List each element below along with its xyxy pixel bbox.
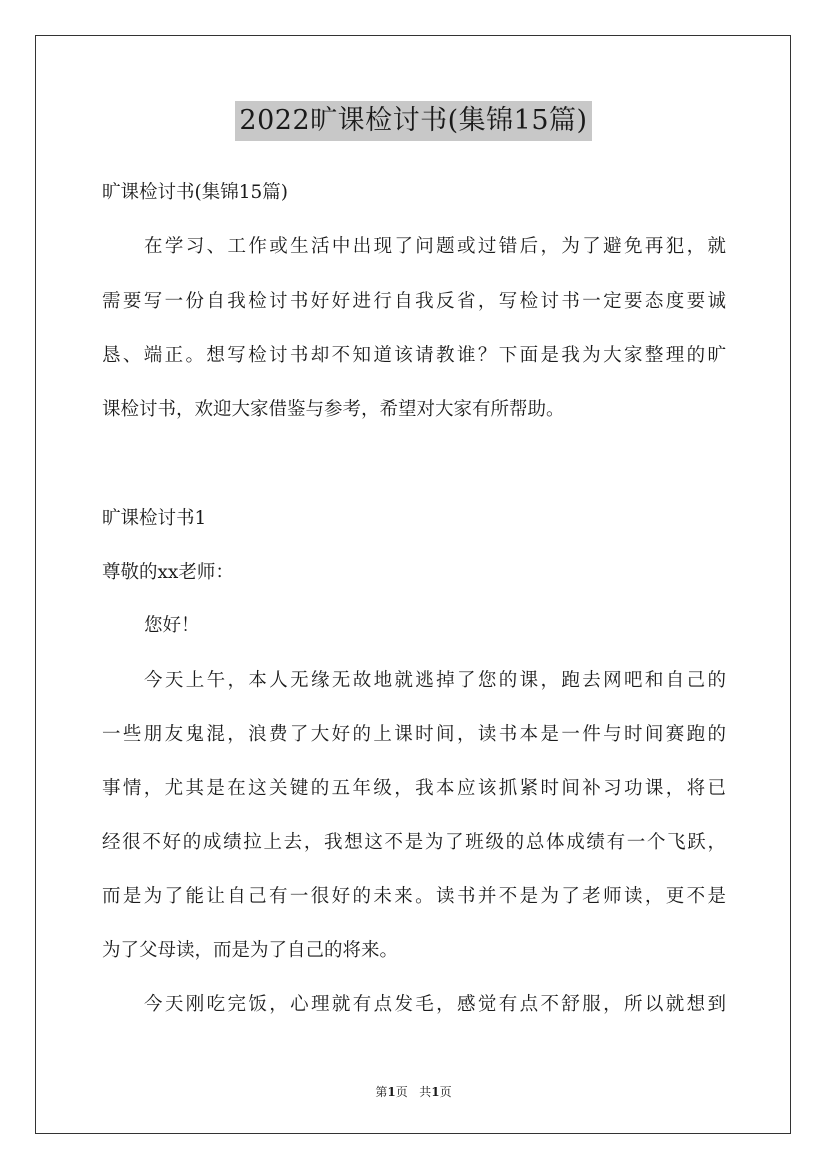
paragraph1-line-3: 事情，尤其是在这关键的五年级，我本应该抓紧时间补习功课，将已: [102, 778, 726, 799]
paragraph1-line-5: 而是为了能让自己有一很好的未来。读书并不是为了老师读，更不是: [102, 886, 726, 907]
page-number: 1: [387, 1085, 396, 1099]
paragraph1-line-4: 经很不好的成绩拉上去，我想这不是为了班级的总体成绩有一个飞跃，: [102, 832, 726, 853]
paragraph2-line-1: 今天刚吃完饭，心理就有点发毛，感觉有点不舒服，所以就想到: [144, 994, 726, 1015]
paragraph1-line-1: 今天上午，本人无缘无故地就逃掉了您的课，跑去网吧和自己的: [144, 670, 726, 691]
section-heading: 旷课检讨书1: [102, 508, 207, 529]
total-label-suffix: 页: [439, 1085, 452, 1099]
total-pages: 1: [431, 1085, 440, 1099]
intro-line-1: 在学习、工作或生活中出现了问题或过错后，为了避免再犯，就: [144, 236, 726, 257]
intro-line-4: 课检讨书，欢迎大家借鉴与参考，希望对大家有所帮助。: [102, 399, 565, 420]
paragraph1-line-2: 一些朋友鬼混，浪费了大好的上课时间，读书本是一件与时间赛跑的: [102, 724, 726, 745]
document-title: 2022旷课检讨书(集锦15篇): [235, 101, 591, 141]
total-label-prefix: 共: [419, 1085, 432, 1099]
page-label-prefix: 第: [375, 1085, 388, 1099]
document-subtitle: 旷课检讨书(集锦15篇): [102, 182, 288, 203]
greeting: 您好！: [144, 615, 200, 636]
intro-line-3: 恳、端正。想写检讨书却不知道该请教谁？下面是我为大家整理的旷: [102, 345, 726, 366]
page-footer: [0, 1084, 827, 1100]
paragraph1-line-6: 为了父母读，而是为了自己的将来。: [102, 940, 399, 961]
title-container: [0, 101, 827, 141]
page-label-suffix: 页: [395, 1085, 408, 1099]
intro-line-2: 需要写一份自我检讨书好好进行自我反省，写检讨书一定要态度要诚: [102, 291, 726, 312]
salutation: 尊敬的xx老师：: [102, 562, 234, 583]
